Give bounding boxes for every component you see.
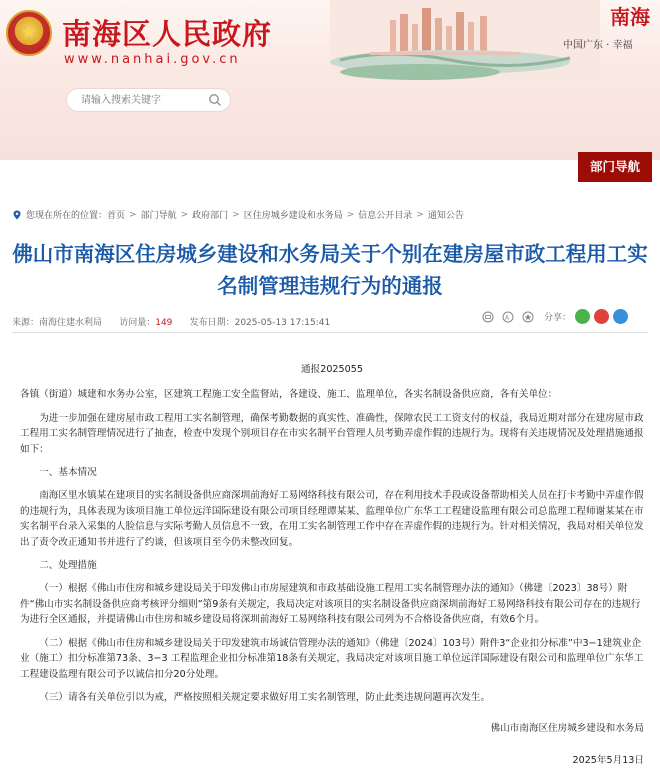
star-icon: ★: [20, 22, 38, 43]
nav-item-open-data[interactable]: 数据开放: [491, 159, 542, 174]
breadcrumb-separator: >: [180, 209, 189, 220]
visits-count: 149: [155, 318, 173, 328]
font-size-icon[interactable]: [502, 311, 514, 323]
notice-number: 通报2025055: [301, 364, 363, 375]
breadcrumb-separator: >: [129, 209, 137, 220]
location-icon: [12, 210, 22, 220]
site-header: [0, 0, 660, 160]
article-body: [20, 362, 644, 768]
breadcrumb-item[interactable]: 信息公开目录: [358, 211, 413, 221]
nav-item-interaction[interactable]: 互动交流: [305, 159, 356, 174]
measure-paragraph: （二）根据《佛山市住房和城乡建设局关于印发建筑市场诚信管理办法的通知》（佛建〔2024〕103号）附件3“企业扣分标准”中3−1建筑业企业（施工）扣分标准第73条、3−3 工程监理企业扣分标准第18条有关规定，我局决定对该项目施工单位远洋国际建设有限公司和监理单位广东华工工程建设监理有限公司予以诚信扣分20分处理。: [20, 637, 644, 680]
breadcrumb-separator: >: [416, 209, 424, 220]
nav-item-departments[interactable]: 部门导航: [578, 152, 652, 182]
article-title: 佛山市南海区住房城乡建设和水务局关于个别在建房屋市政工程用工实名制管理违规行为的通报: [12, 242, 648, 298]
weibo-share-icon[interactable]: [594, 309, 609, 324]
signature: 佛山市南海区住房城乡建设和水务局: [490, 723, 644, 735]
divider: [12, 332, 648, 333]
search-box[interactable]: [66, 88, 231, 112]
measure-paragraph: （一）根据《佛山市住房和城乡建设局关于印发佛山市房屋建筑和市政基础设施工程用工实名制管理办法的通知》（佛建〔2023〕38号）附件“佛山市实名制设备供应商考核评分细则”第9条有关规定，我局决定对该项目的实名制设备供应商深圳前海好工易网络科技有限公司存在的违规行为进行全区通报，并提请佛山市住房和城乡建设局将深圳前海好工易网络科技有限公司列为不合格设备供应商，有效6个月。: [20, 583, 641, 626]
search-input[interactable]: [79, 94, 201, 107]
date-label: 发布日期：: [189, 318, 235, 328]
breadcrumb-item[interactable]: 通知公告: [427, 211, 464, 221]
nav-item-gov-affairs[interactable]: 政务公开: [119, 159, 170, 174]
breadcrumb-prefix: 您现在所在的位置：: [26, 211, 108, 221]
site-title[interactable]: 南海区人民政府: [62, 17, 273, 51]
share-label: 分享：: [544, 313, 572, 323]
addressee: 各镇（街道）城建和水务办公室，区建筑工程施工安全监督站，各建设、施工、监理单位，各实名制设备供应商，各有关单位：: [20, 389, 558, 401]
nav-item-gov-services[interactable]: 政务服务: [212, 159, 263, 174]
nav-item-culture[interactable]: 人文南海: [398, 159, 449, 174]
article-tools: [478, 309, 628, 324]
breadcrumb-item[interactable]: 政府部门: [192, 211, 229, 221]
breadcrumb-separator: >: [232, 209, 240, 220]
svg-text:A: A: [505, 314, 510, 321]
source-value: 南海住建水利局: [39, 318, 103, 328]
breadcrumb-item[interactable]: 部门导航: [140, 211, 177, 221]
sign-date: 2025年5月13日: [572, 754, 644, 766]
region-label: 中国广东 · 幸福: [563, 40, 633, 51]
city-skyline-icon: [330, 0, 600, 82]
wechat-share-icon[interactable]: [575, 309, 590, 324]
section-paragraph: 南海区里水镇某在建项目的实名制设备供应商深圳前海好工易网络科技有限公司，存在利用技术手段或设备帮助相关人员在打卡考勤中弄虚作假的违规行为，具体表现为该项目施工单位远洋国际建设有限公司项目经理谭某某、监理单位广东华工工程建设监理有限公司总监理工程师谢某某在市实名制平台录入采集的人脸信息与实际考勤人员信息不一致，在用工实名制管理工作中存在弄虚作假的违规行为。针对相关情况，我局对相关单位发出了责令改正通知书并进行了约谈，但该项目至今仍未整改回复。: [20, 490, 644, 548]
search-icon[interactable]: [208, 93, 222, 107]
measure-paragraph: （三）请各有关单位引以为戒，严格按照相关规定要求做好用工实名制管理，防止此类违规问题再次发生。: [39, 691, 491, 703]
source-label: 来源：: [12, 318, 40, 328]
region-calligraphy: 南海: [610, 5, 650, 29]
publish-date: 2025-05-13 17:15:41: [234, 318, 331, 328]
main-nav: [0, 152, 660, 182]
breadcrumb-separator: >: [346, 209, 355, 220]
breadcrumb-item[interactable]: 区住房城乡建设和水务局: [243, 211, 343, 221]
breadcrumb: [12, 208, 464, 221]
intro-paragraph: 为进一步加强在建房屋市政工程用工实名制管理，确保考勤数据的真实性、准确性，保障农民工工资支付的权益，我局近期对部分在建房屋市政工程用工实名制管理情况进行了抽查，检查中发现个别项目存在市实名制平台管理人员考勤弄虚作假的违规行为。现将有关违规情况及处理措施通报如下：: [20, 412, 644, 455]
national-emblem-icon: [6, 10, 52, 56]
breadcrumb-item[interactable]: 首页: [107, 211, 126, 221]
article-meta: [12, 315, 330, 328]
visits-label: 访问量：: [119, 318, 156, 328]
site-url: www.nanhai.gov.cn: [64, 52, 241, 67]
qq-share-icon[interactable]: [613, 309, 628, 324]
section-heading: 一、基本情况: [39, 467, 97, 479]
print-icon[interactable]: [482, 311, 494, 323]
nav-item-home[interactable]: 网站首页: [25, 159, 76, 174]
section-heading: 二、处理措施: [39, 560, 97, 572]
favorite-icon[interactable]: [522, 311, 534, 323]
